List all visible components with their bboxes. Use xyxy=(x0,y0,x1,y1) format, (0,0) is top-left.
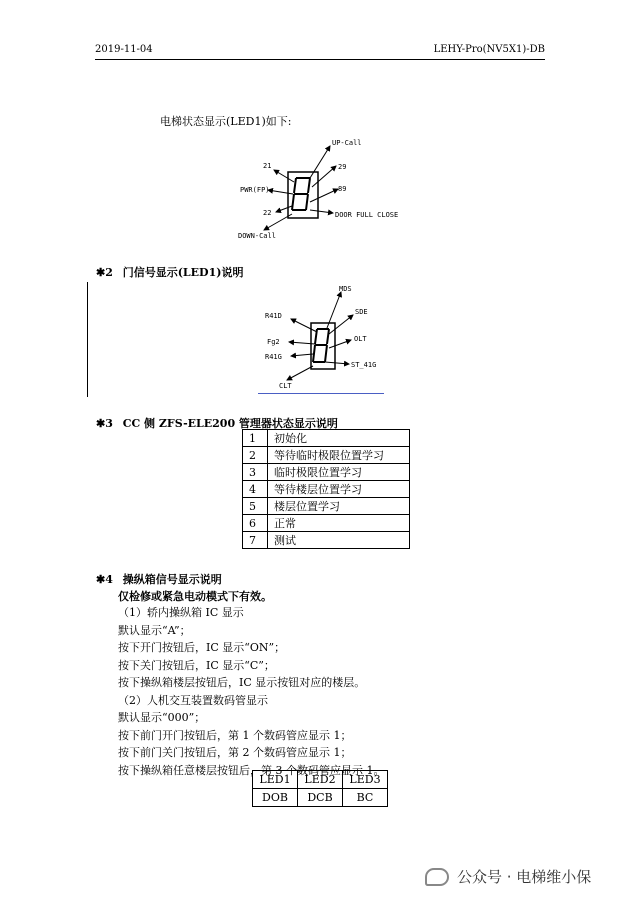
label-down-call: DOWN-Call xyxy=(238,232,276,240)
led-table xyxy=(252,770,388,807)
wechat-icon xyxy=(425,868,449,886)
seven-segment-digit-2 xyxy=(313,329,329,362)
body-line: 按下关门按钮后，IC 显示“C”； xyxy=(118,658,275,672)
status-text: 测试 xyxy=(268,532,410,549)
status-num: 6 xyxy=(243,515,268,532)
body-line: 按下前门开门按钮后，第 1 个数码管应显示 1； xyxy=(118,728,352,742)
status-row xyxy=(243,532,410,549)
section-4-title: 操纵箱信号显示说明 xyxy=(122,573,222,586)
section-3-star: ✱3 xyxy=(96,417,113,430)
section-3-title: CC 侧 ZFS-ELE200 管理器状态显示说明 xyxy=(122,417,338,430)
led1-status-diagram xyxy=(230,132,420,247)
led-value: DCB xyxy=(298,789,343,807)
body-line: 默认显示“000”； xyxy=(118,711,206,724)
status-row xyxy=(243,481,410,498)
status-text: 初始化 xyxy=(268,430,410,447)
seven-segment-digit xyxy=(292,178,310,210)
label-pwr: PWR(FP) xyxy=(240,186,270,194)
status-num: 3 xyxy=(243,464,268,481)
label-sde: SDE xyxy=(355,308,368,316)
status-row xyxy=(243,464,410,481)
status-num: 2 xyxy=(243,447,268,464)
label-up-call: UP-Call xyxy=(332,139,362,147)
body-line: 按下操纵箱楼层按钮后，IC 显示按钮对应的楼层。 xyxy=(118,676,366,689)
label-fg2: Fg2 xyxy=(267,338,280,346)
watermark xyxy=(425,866,591,887)
watermark-text: 公众号 · 电梯维小保 xyxy=(457,868,592,886)
body-line: 按下前门关门按钮后，第 2 个数码管应显示 1； xyxy=(118,746,352,759)
status-num: 5 xyxy=(243,498,268,515)
status-table xyxy=(242,429,410,549)
body-line: （2）人机交互装置数码管显示 xyxy=(118,693,268,707)
status-row xyxy=(243,447,410,464)
label-89: 89 xyxy=(338,185,347,193)
status-row xyxy=(243,515,410,532)
status-row xyxy=(243,498,410,515)
door-signal-diagram xyxy=(255,282,395,394)
body-line: 按下操纵箱任意楼层按钮后，第 3 个数码管应显示 1。 xyxy=(118,763,385,777)
section-4-body xyxy=(118,604,385,779)
status-row xyxy=(243,430,410,447)
label-olt: OLT xyxy=(354,335,367,343)
status-text: 等待楼层位置学习 xyxy=(268,481,410,498)
label-door-full-close: DOOR FULL CLOSE xyxy=(335,211,399,219)
body-line: 默认显示“A”； xyxy=(118,623,191,637)
label-29: 29 xyxy=(338,163,347,171)
status-num: 1 xyxy=(243,430,268,447)
section-2-star: ✱2 xyxy=(96,266,113,279)
led-table-value-row xyxy=(253,789,388,807)
status-num: 7 xyxy=(243,532,268,549)
led-value: BC xyxy=(343,789,388,807)
diagram-underline xyxy=(258,393,384,394)
label-21: 21 xyxy=(263,162,272,170)
label-clt: CLT xyxy=(279,382,292,390)
led-table-header-row xyxy=(253,771,388,789)
section-2-title: 门信号显示(LED1)说明 xyxy=(122,266,244,279)
label-mds: MDS xyxy=(339,285,352,293)
section-4-heading xyxy=(96,571,222,587)
section-4-star: ✱4 xyxy=(96,573,113,586)
status-text: 临时极限位置学习 xyxy=(268,464,410,481)
body-line: （1）轿内操纵箱 IC 显示 xyxy=(118,606,244,619)
header-date: 2019-11-04 xyxy=(95,44,153,55)
led1-intro: 电梯状态显示(LED1)如下: xyxy=(160,115,292,128)
led-header: LED1 xyxy=(253,771,298,789)
header-divider xyxy=(95,59,545,60)
label-22: 22 xyxy=(263,209,272,217)
status-text: 等待临时极限位置学习 xyxy=(268,447,410,464)
body-line: 按下开门按钮后，IC 显示“ON”； xyxy=(118,641,286,654)
status-text: 楼层位置学习 xyxy=(268,498,410,515)
led-header: LED2 xyxy=(298,771,343,789)
led-header: LED3 xyxy=(343,771,388,789)
led-value: DOB xyxy=(253,789,298,807)
status-text: 正常 xyxy=(268,515,410,532)
status-num: 4 xyxy=(243,481,268,498)
change-bar xyxy=(87,282,88,397)
label-r41g: R41G xyxy=(265,353,282,361)
label-st41g: ST_41G xyxy=(351,361,377,369)
header-doc-id: LEHY-Pro(NV5X1)-DB xyxy=(433,44,545,55)
section-4-subtitle: 仅检修或紧急电动模式下有效。 xyxy=(118,590,272,603)
section-2-heading xyxy=(96,264,243,280)
label-r41d: R41D xyxy=(265,312,282,320)
